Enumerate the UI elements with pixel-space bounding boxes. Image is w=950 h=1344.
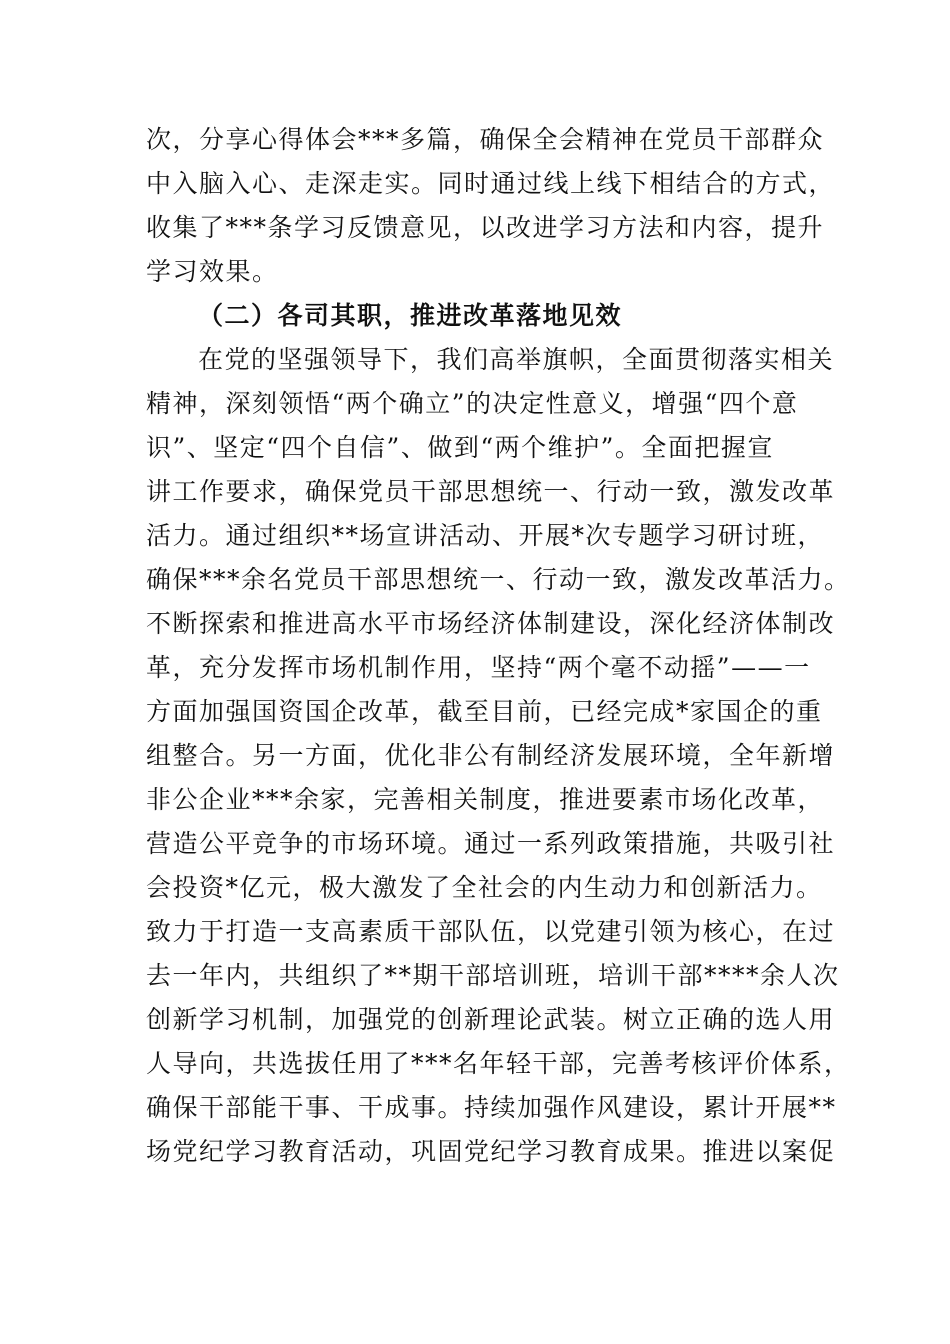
para2-line-18: 确保干部能干事、干成事。持续加强作风建设，累计开展**: [146, 1093, 837, 1122]
para2-line-9: 方面加强国资国企改革，截至目前，已经完成*家国企的重: [146, 697, 823, 726]
para1-line-2: 中入脑入心、走深走实。同时通过线上线下相结合的方式，: [146, 169, 836, 198]
section-heading: （二）各司其职，推进改革落地见效: [198, 301, 623, 330]
para2-line-2: 精神，深刻领悟“两个确立”的决定性意义，增强“四个意: [146, 389, 799, 418]
para2-line-13: 会投资*亿元，极大激发了全社会的内生动力和创新活力。: [146, 873, 823, 902]
para1-line-3: 收集了***条学习反馈意见，以改进学习方法和内容，提升: [146, 213, 825, 242]
para1-line-1: 次，分享心得体会***多篇，确保全会精神在党员干部群众: [146, 125, 825, 154]
para2-line-14: 致力于打造一支高素质干部队伍，以党建引领为核心，在过: [146, 917, 836, 946]
para2-line-3: 识”、坚定“四个自信”、做到“两个维护”。全面把握宣: [146, 433, 774, 462]
para2-line-6: 确保***余名党员干部思想统一、行动一致，激发改革活力。: [146, 565, 851, 594]
para2-line-19: 场党纪学习教育活动，巩固党纪学习教育成果。推进以案促: [146, 1137, 836, 1166]
para2-line-17: 人导向，共选拔任用了***名年轻干部，完善考核评价体系，: [146, 1049, 851, 1078]
para2-line-15: 去一年内，共组织了**期干部培训班，培训干部****余人次: [146, 961, 840, 990]
para2-line-7: 不断探索和推进高水平市场经济体制建设，深化经济体制改: [146, 609, 836, 638]
para2-line-4: 讲工作要求，确保党员干部思想统一、行动一致，激发改革: [146, 477, 836, 506]
para2-line-11: 非公企业***余家，完善相关制度，推进要素市场化改革，: [146, 785, 825, 814]
para2-line-12: 营造公平竞争的市场环境。通过一系列政策措施，共吸引社: [146, 829, 836, 858]
para2-line-1: 在党的坚强领导下，我们高举旗帜，全面贯彻落实相关: [198, 345, 835, 374]
para2-line-16: 创新学习机制，加强党的创新理论武装。树立正确的选人用: [146, 1005, 836, 1034]
para1-line-4: 学习效果。: [146, 257, 279, 286]
document-body: [146, 118, 851, 1174]
para2-line-8: 革，充分发挥市场机制作用，坚持“两个毫不动摇”——一: [146, 653, 811, 682]
para2-line-5: 活力。通过组织**场宣讲活动、开展*次专题学习研讨班，: [146, 521, 825, 550]
para2-line-10: 组整合。另一方面，优化非公有制经济发展环境，全年新增: [146, 741, 836, 770]
